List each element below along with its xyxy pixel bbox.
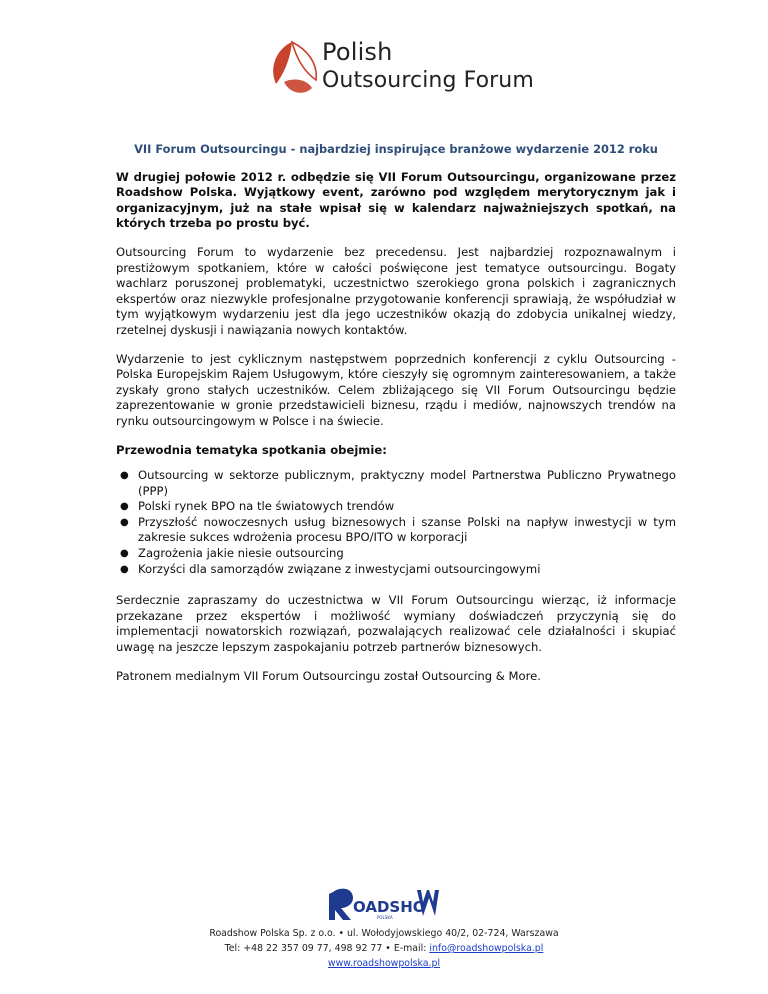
polish-outsourcing-forum-logo (262, 38, 534, 104)
footer (0, 884, 768, 971)
email-link[interactable]: info@roadshowpolska.pl (429, 943, 544, 954)
list-item: ● Polski rynek BPO na tle światowych trendów (120, 499, 395, 514)
lead-paragraph: W drugiej połowie 2012 r. odbędzie się VII Forum Outsourcingu, organizowane przez Roadshow Polska. Wyjątkowy event, zarówno pod względem merytorycznym jak i organizacyjnym, już na stałe wpisał się w kalendarz najważniejszych spotkań, na których trzeba po prostu być. (116, 169, 676, 231)
website-link[interactable]: www.roadshowpolska.pl (327, 958, 441, 969)
leaf-logo-icon (262, 38, 320, 100)
roadshow-logo-icon (329, 884, 439, 926)
company-address: Roadshow Polska Sp. z o.o. • ul. Wołodyjowskiego 40/2, 02-724, Warszawa (209, 928, 559, 939)
bullet-icon: ● (120, 516, 129, 528)
paragraph-media-patron: Patronem medialnym VII Forum Outsourcingu został Outsourcing & More. (116, 668, 541, 683)
roadshow-logo (329, 884, 439, 926)
bullet-icon: ● (120, 501, 129, 513)
document-body (116, 142, 676, 697)
website-line (0, 956, 768, 971)
bullet-icon: ● (120, 470, 129, 482)
logo-title-line1: Polish (322, 38, 393, 66)
page-title: VII Forum Outsourcingu - najbardziej inspirujące branżowe wydarzenie 2012 roku (134, 142, 658, 156)
paragraph-invitation: Serdecznie zapraszamy do uczestnictwa w VII Forum Outsourcingu wierząc, iż informacje przekazane przez ekspertów i możliwość wymiany doświadczeń przyczynią się do implementacji nowatorskich rozwiązań, pozwalających realizować cele działalności i skupiać uwagę na jeszcze lepszym zaspokajaniu potrzeb partnerów biznesowych. (116, 593, 676, 655)
roadshow-logo-text: OADSHO (353, 898, 426, 916)
list-item: ● Przyszłość nowoczesnych usług biznesowych i szanse Polski na napływ inwestycji w tym zakresie sukces wdrożenia procesu BPO/ITO w korporacji (120, 514, 676, 545)
paragraph-history: Wydarzenie to jest cyklicznym następstwem poprzednich konferencji z cyklu Outsourcing - Polska Europejskim Rajem Usługowym, które cieszyły się ogromnym zainteresowaniem, a także zyskały grono stałych uczestników. Celem zbliżającego się VII Forum Outsourcingu będzie zaprezentowanie w gronie przedstawicieli biznesu, rządu i mediów, najnowszych trendów na rynku outsourcingowym w Polsce i na świecie. (116, 351, 676, 428)
phone-numbers: Tel: +48 22 357 09 77, 498 92 77 (224, 943, 383, 954)
bullet-icon: ● (120, 548, 129, 560)
list-item: ● Korzyści dla samorządów związane z inwestycjami outsourcingowymi (120, 561, 541, 576)
contact-line (0, 941, 768, 956)
list-item: ● Outsourcing w sektorze publicznym, praktyczny model Partnerstwa Publiczno Prywatnego (PPP) (120, 468, 676, 498)
roadshow-logo-subtext: POLSKA (377, 915, 393, 920)
paragraph-intro: Outsourcing Forum to wydarzenie bez precedensu. Jest najbardziej rozpoznawalnym i prestiżowym spotkaniem, które w całości poświęcone jest tematyce outsourcingu. Bogaty wachlarz poruszonej problematyki, uczestnictwo szerokiego grona polskich i zagranicznych ekspertów oraz niezwykle profesjonalne przygotowanie konferencji sprawiają, że współudział w tym wyjątkowym wydarzeniu jest dla jego uczestników okazją do zdobycia unikalnej wiedzy, rzetelnej dyskusji i nawiązania nowych kontaktów. (116, 244, 676, 337)
bullet-icon: ● (120, 563, 129, 575)
topics-list (116, 468, 676, 577)
logo-title-line2: Outsourcing Forum (322, 68, 534, 93)
topics-heading: Przewodnia tematyka spotkania obejmie: (116, 442, 387, 457)
email-label: • E-mail: (382, 943, 430, 954)
list-item: ● Zagrożenia jakie niesie outsourcing (120, 546, 344, 561)
